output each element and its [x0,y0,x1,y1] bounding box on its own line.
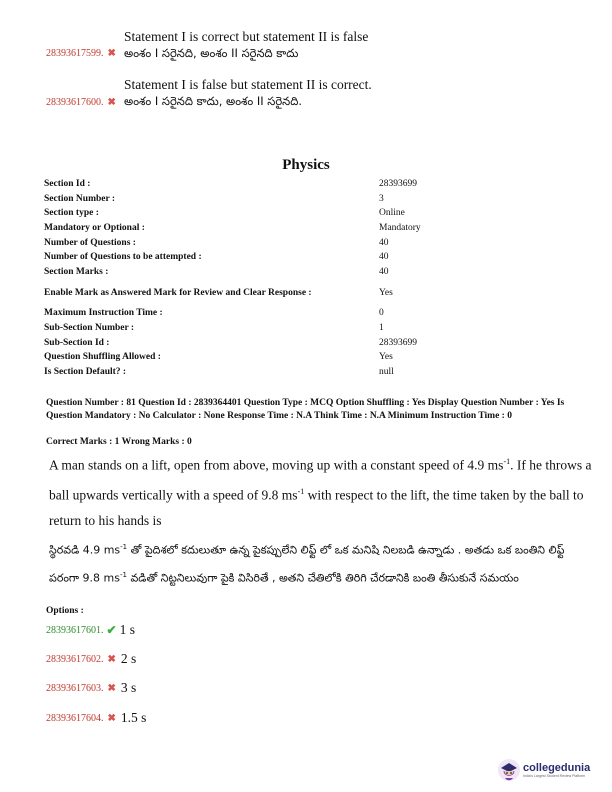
row-value: Online [379,208,405,219]
prev-option-2-telugu: అంశం I సరైనది కాదు, అంశం II సరైనది. [124,94,303,108]
prev-option-2-english: Statement I is false but statement II is correct. [124,77,372,92]
cross-icon: ✖ [107,682,116,694]
table-row [44,265,421,280]
option-4 [46,710,146,726]
superscript: -1 [503,457,511,466]
row-label: Section Number : [44,193,116,204]
table-row [44,365,421,380]
question-text-part: తో పైదిశలో కదులుతూ ఉన్న పైకప్పులేని లిఫ్ట్ లో ఒక మనిషి నిలబడి ఉన్నాడు . అతడు ఒక బంతిని లిఫ్ట్ పరంగా 9.8 ms [49,543,565,585]
option-text: 2 s [120,651,137,666]
row-value: 28393699 [379,179,417,190]
table-row [44,177,421,192]
question-marks: Correct Marks : 1 Wrong Marks : 0 [46,437,192,447]
table-row [44,350,421,365]
row-value: 1 [379,323,384,334]
option-1 [46,622,135,638]
option-2 [46,651,136,667]
cross-icon: ✖ [107,712,116,724]
table-row [44,306,421,321]
logo-name: collegedunia [523,761,591,774]
table-row [44,235,421,250]
option-id: 28393617602. [46,653,104,665]
table-row [44,250,421,265]
row-value: 40 [379,252,389,263]
question-text-part: with respect to the lift, the time taken by the ball to return to his hands is [49,487,584,528]
superscript: -1 [120,543,128,551]
question-text-telugu [49,535,589,590]
option-id: 28393617599. [46,48,104,59]
row-value: 40 [379,266,389,277]
row-label: Section Id : [44,179,91,190]
row-value: 28393699 [379,337,417,348]
option-id: 28393617604. [46,712,104,724]
row-label: Section type : [44,208,99,219]
option-id: 28393617600. [46,97,104,108]
row-label: Section Marks : [44,266,109,277]
mascot-icon [497,758,521,782]
prev-option-1 [46,48,116,59]
table-row [44,321,421,336]
table-row [44,221,421,236]
option-text: 1 s [119,622,135,637]
row-value: 0 [379,308,384,319]
table-row [44,335,421,350]
question-text-part: స్థిరవడి 4.9 ms [49,543,121,557]
row-label: Number of Questions to be attempted : [44,252,202,263]
row-label: Maximum Instruction Time : [44,308,163,319]
check-icon: ✔ [106,622,117,637]
cross-icon: ✖ [107,48,116,59]
row-value: 40 [379,237,389,248]
row-value: Yes [379,287,393,298]
question-text-part: A man stands on a lift, open from above, moving up with a constant speed of 4.9 ms [49,457,504,473]
options-label: Options : [46,606,84,616]
prev-option-1-telugu: అంశం I సరైనది, అంశం II సరైనది కాదు [124,46,299,60]
superscript: -1 [120,570,127,579]
row-label: Mandatory or Optional : [44,223,145,234]
row-label: Enable Mark as Answered Mark for Review and Clear Response : [44,287,312,298]
prev-option-2 [46,97,116,108]
section-title: Physics [282,157,330,173]
row-value: Yes [379,352,393,363]
row-value: null [379,366,394,377]
table-row [44,206,421,221]
option-id: 28393617603. [46,682,104,694]
collegedunia-logo [497,758,590,782]
question-text-part: వడితో నిట్టనిలువుగా పైకి విసిరితే , అతని చేతిలోకి తిరిగి చేరడానికి బంతి తీసుకునే సమయం [126,571,519,585]
row-label: Sub-Section Id : [44,337,110,348]
row-value: 3 [379,193,384,204]
cross-icon: ✖ [107,653,116,665]
row-label: Sub-Section Number : [44,323,135,334]
row-label: Question Shuffling Allowed : [44,352,161,363]
row-value: Mandatory [379,223,421,234]
cross-icon: ✖ [107,97,116,108]
option-id: 28393617601. [46,624,104,636]
section-info-table [44,177,421,379]
row-label: Is Section Default? : [44,366,127,377]
option-3 [46,680,136,696]
question-text-english [49,449,594,534]
question-meta: Question Number : 81 Question Id : 2839364401 Question Type : MCQ Option Shuffling : Yes Display Question Number : Yes Is Question Mandatory : No Calculator : None Response Time : N.A Think Time : N.A Minimum Instruction Time : 0 [46,398,565,421]
option-text: 1.5 s [120,710,147,725]
prev-option-1-english: Statement I is correct but statement II is false [124,29,369,44]
option-text: 3 s [120,680,137,695]
table-row [44,192,421,207]
logo-tagline: India's Largest Student Review Platform [523,773,586,778]
table-row [44,279,421,306]
superscript: -1 [297,486,305,496]
row-label: Number of Questions : [44,237,136,248]
question-text-part: . If he throws a ball upwards vertically with a speed of 9.8 ms [49,457,592,502]
